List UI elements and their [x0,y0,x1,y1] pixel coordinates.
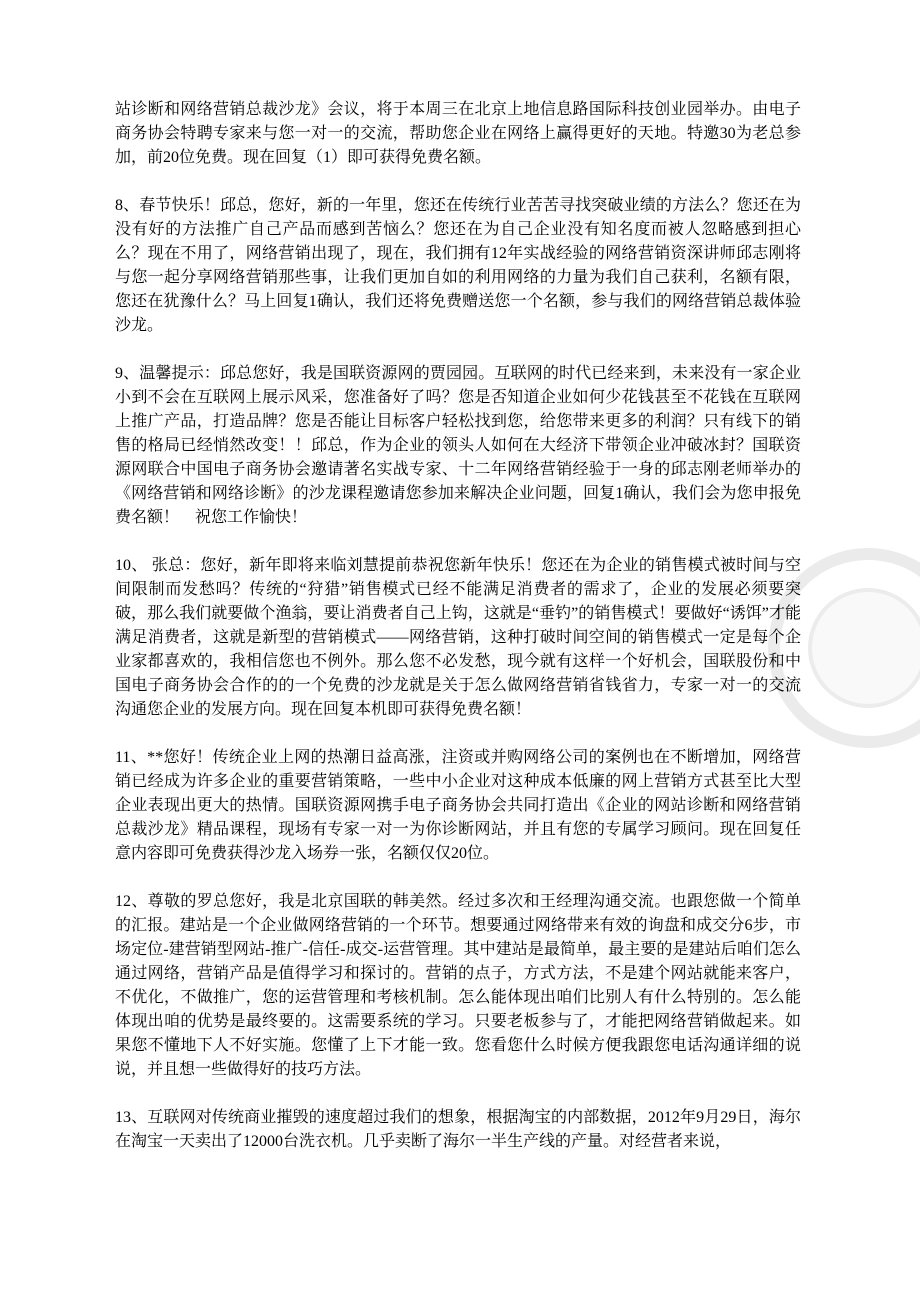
paragraph-continuation: 站诊断和网络营销总裁沙龙》会议，将于本周三在北京上地信息路国际科技创业园举办。由电子商务协会特聘专家来与您一对一的交流，帮助您企业在网络上赢得更好的天地。特邀30为老总参加，前20位免费。现在回复（1）即可获得免费名额。 [115,101,801,166]
document-body [115,98,801,1154]
watermark-inner-circle [808,588,920,708]
paragraph-item-8: 8、春节快乐！邱总，您好，新的一年里，您还在传统行业苦苦寻找突破业绩的方法么？您还在为没有好的方法推广自己产品而感到苦恼么？您还在为自己企业没有知名度而被人忽略感到担心么？现在不用了，网络营销出现了，现在，我们拥有12年实战经验的网络营销资深讲师邱志刚将与您一起分享网络营销那些事，让我们更加自如的利用网络的力量为我们自己获利，名额有限，您还在犹豫什么？马上回复1确认，我们还将免费赠送您一个名额，参与我们的网络营销总裁体验沙龙。 [115,197,801,334]
paragraph-item-11: 11、**您好！传统企业上网的热潮日益高涨，注资或并购网络公司的案例也在不断增加，网络营销已经成为许多企业的重要营销策略，一些中小企业对这种成本低廉的网上营销方式甚至比大型企业表现出更大的热情。国联资源网携手电子商务协会共同打造出《企业的网站诊断和网络营销总裁沙龙》精品课程，现场有专家一对一为你诊断网站，并且有您的专属学习顾问。现在回复任意内容即可免费获得沙龙入场券一张，名额仅仅20位。 [115,749,801,862]
paragraph-item-9: 9、温馨提示：邱总您好，我是国联资源网的贾园园。互联网的时代已经来到，未来没有一家企业小到不会在互联网上展示风采，您准备好了吗？您是否知道企业如何少花钱甚至不花钱在互联网上推广产品，打造品牌？您是否能让目标客户轻松找到您，给您带来更多的利润？只有线下的销售的格局已经悄然改变！！邱总，作为企业的领头人如何在大经济下带领企业冲破冰封？国联资源网联合中国电子商务协会邀请著名实战专家、十二年网络营销经验于一身的邱志刚老师举办的《网络营销和网络诊断》的沙龙课程邀请您参加来解决企业问题，回复1确认，我们会为您申报免费名额！ 祝您工作愉快！ [115,365,801,526]
paragraph-item-12: 12、尊敬的罗总您好，我是北京国联的韩美然。经过多次和王经理沟通交流。也跟您做一个简单的汇报。建站是一个企业做网络营销的一个环节。想要通过网络带来有效的询盘和成交分6步，市场定位-建营销型网站-推广-信任-成交-运营管理。其中建站是最简单，最主要的是建站后咱们怎么通过网络，营销产品是值得学习和探讨的。营销的点子，方式方法，不是建个网站就能来客户，不优化，不做推广，您的运营管理和考核机制。怎么能体现出咱们比别人有什么特别的。怎么能体现出咱的优势是最终要的。这需要系统的学习。只要老板参与了，才能把网络营销做起来。如果您不懂地下人不好实施。您懂了上下才能一致。您看您什么时候方便我跟您电话沟通详细的说说，并且想一些做得好的技巧方法。 [115,893,801,1078]
paragraph-item-10: 10、 张总：您好，新年即将来临刘慧提前恭祝您新年快乐！您还在为企业的销售模式被时间与空间限制而发愁吗？传统的“狩猎”销售模式已经不能满足消费者的需求了，企业的发展必须要突破，那么我们就要做个渔翁，要让消费者自己上钩，这就是“垂钓”的销售模式！要做好“诱饵”才能满足消费者，这就是新型的营销模式——网络营销，这种打破时间空间的销售模式一定是每个企业家都喜欢的，我相信您也不例外。那么您不必发愁，现今就有这样一个好机会，国联股份和中国电子商务协会合作的的一个免费的沙龙就是关于怎么做网络营销省钱省力，专家一对一的交流沟通您企业的发展方向。现在回复本机即可获得免费名额！ [115,557,801,718]
paragraph-item-13: 13、互联网对传统商业摧毁的速度超过我们的想象，根据淘宝的内部数据，2012年9月29日，海尔在淘宝一天卖出了12000台洗衣机。几乎卖断了海尔一半生产线的产量。对经营者来说， [115,1109,801,1150]
